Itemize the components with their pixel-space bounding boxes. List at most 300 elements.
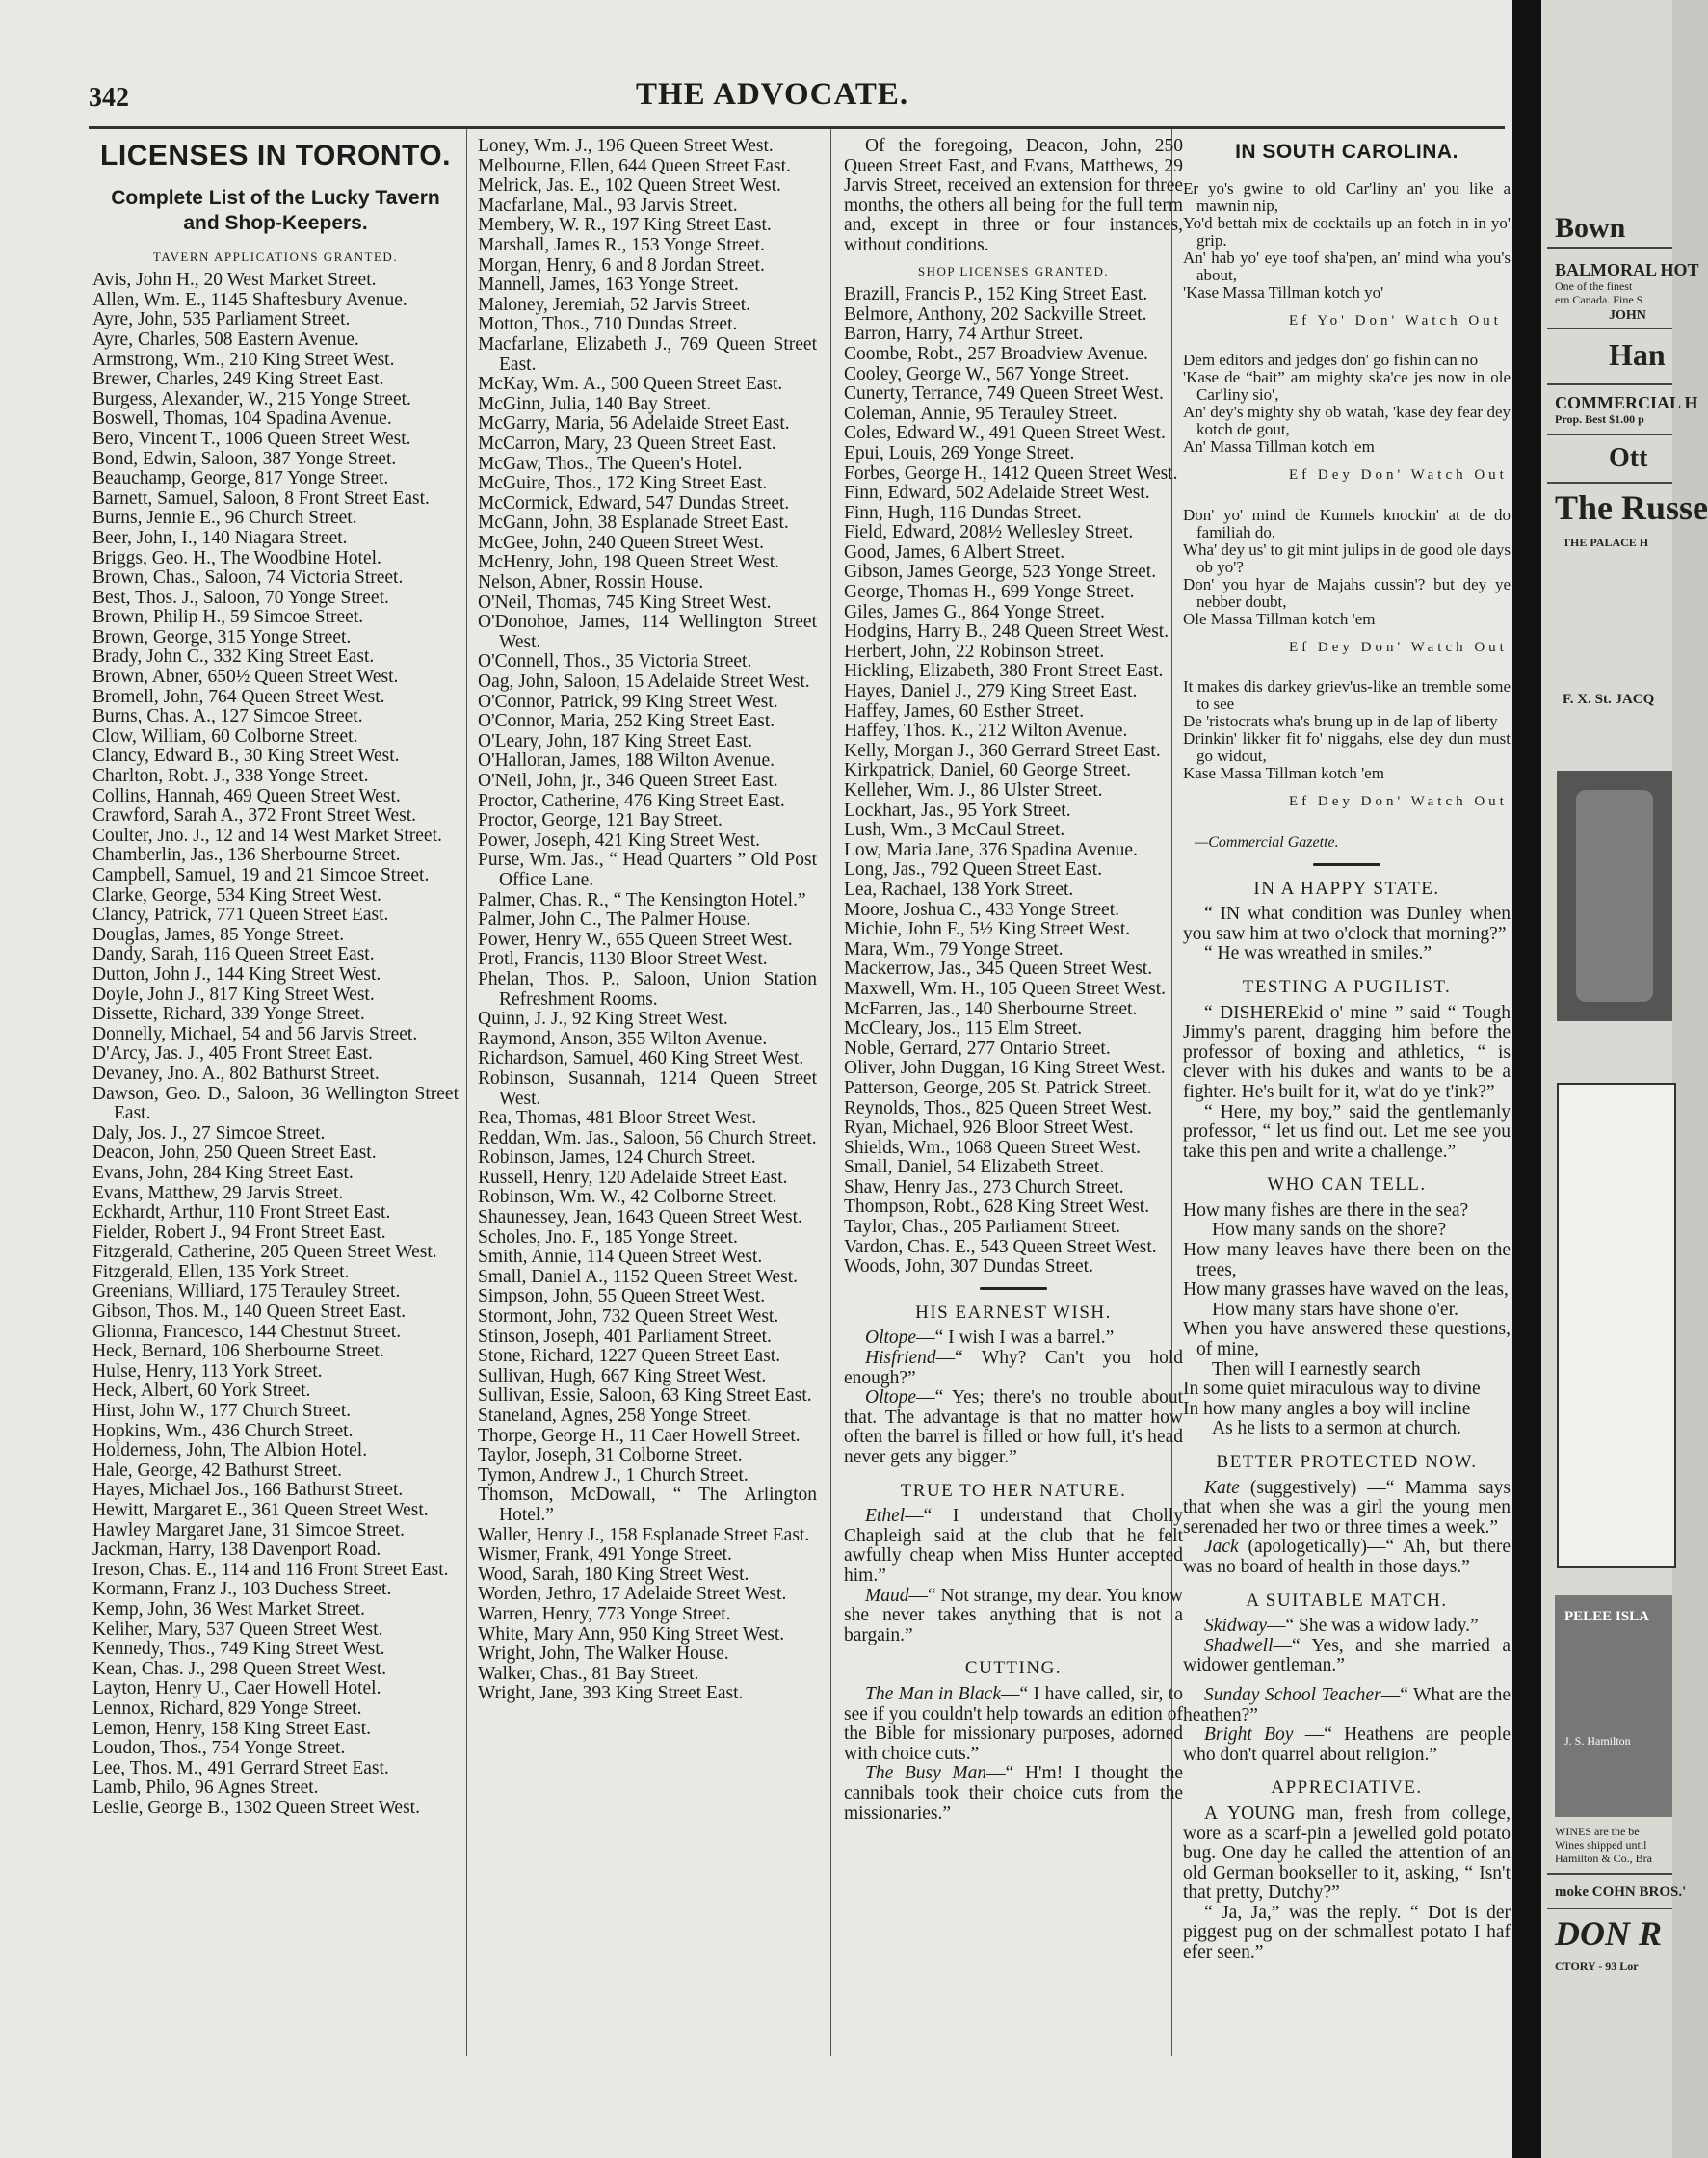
license-entry: McKay, Wm. A., 500 Queen Street East. — [478, 374, 783, 395]
license-entry: McGarry, Maria, 56 Adelaide Street East. — [478, 413, 790, 434]
foregoing-note: Of the foregoing, Deacon, John, 250 Queen Street East, and Evans, Matthews, 29 Jarvis Street, received an extension for three months, the others all being for the full term and, except in three or four instances, without conditions. — [844, 136, 1183, 255]
dialogue-text: —“ I understand that Cholly Chapleigh said at the club that he felt awfully cheap when Miss Hunter accepted him.” — [844, 1506, 1183, 1586]
license-entry: Bero, Vincent T., 1006 Queen Street West. — [92, 428, 411, 449]
speaker-name: Hisfriend — [865, 1348, 936, 1369]
license-entry: Kelleher, Wm. J., 86 Ulster Street. — [844, 780, 1103, 801]
license-entry: Scholes, Jno. F., 185 Yonge Street. — [478, 1226, 738, 1248]
license-entry: Wood, Sarah, 180 King Street West. — [478, 1564, 749, 1585]
license-entry: Shaw, Henry Jas., 273 Church Street. — [844, 1176, 1124, 1197]
license-entry: Kennedy, Thos., 749 King Street West. — [92, 1639, 385, 1660]
license-entry: Low, Maria Jane, 376 Spadina Avenue. — [844, 839, 1138, 860]
license-entry: Holderness, John, The Albion Hotel. — [92, 1440, 368, 1461]
poem-line: Dem editors and jedges don' go fishin can no — [1183, 351, 1479, 370]
dialogue-paragraph — [844, 1388, 1183, 1467]
license-entry: Macfarlane, Elizabeth J., 769 Queen Street East. — [478, 333, 817, 375]
license-entry: Maloney, Jeremiah, 52 Jarvis Street. — [478, 294, 751, 315]
next-page-fragment: Hamilton & Co., Bra — [1555, 1852, 1652, 1865]
license-entry: Hulse, Henry, 113 York Street. — [92, 1360, 323, 1382]
shop-list — [844, 285, 1183, 1277]
license-entry: Finn, Hugh, 116 Dundas Street. — [844, 502, 1082, 523]
license-entry: Barnett, Samuel, Saloon, 8 Front Street East. — [92, 487, 430, 509]
license-entry: Wright, John, The Walker House. — [478, 1644, 729, 1665]
ad-rule — [1547, 247, 1672, 249]
license-entry: Phelan, Thos. P., Saloon, Union Station Refreshment Rooms. — [478, 968, 817, 1010]
license-entry: D'Arcy, Jas. J., 405 Front Street East. — [92, 1043, 373, 1065]
license-entry: Campbell, Samuel, 19 and 21 Simcoe Street. — [92, 865, 430, 885]
license-entry: Doyle, John J., 817 King Street West. — [92, 984, 375, 1005]
poem-line: As he lists to a sermon at church. — [1212, 1418, 1461, 1439]
poem-line: When you have answered these questions, of mine, — [1183, 1319, 1511, 1360]
license-entry: Kirkpatrick, Daniel, 60 George Street. — [844, 760, 1132, 781]
top-rule — [89, 126, 1505, 129]
license-entry: Russell, Henry, 120 Adelaide Street East. — [478, 1167, 788, 1188]
next-page-fragment: ern Canada. Fine S — [1555, 293, 1643, 306]
license-entry: Lockhart, Jas., 95 York Street. — [844, 800, 1071, 821]
paragraph: A YOUNG man, fresh from college, wore as a scarf-pin a jewelled gold potato bug. One day he called the attention of an old German bookseller to it, asking, “ Isn't that pretty, Dutchy?” — [1183, 1803, 1511, 1904]
license-entry: Power, Joseph, 421 King Street West. — [478, 829, 761, 851]
license-entry: Ireson, Chas. E., 114 and 116 Front Street East. — [92, 1559, 449, 1580]
license-entry: Keliher, Mary, 537 Queen Street West. — [92, 1618, 383, 1640]
ad-rule — [1547, 434, 1672, 435]
dialogue-paragraph — [1183, 1686, 1511, 1725]
next-page-fragment: DON R — [1555, 1914, 1663, 1953]
dialogue-text: —“ She was a widow lady.” — [1266, 1616, 1479, 1637]
license-entry: Shields, Wm., 1068 Queen Street West. — [844, 1137, 1142, 1158]
appreciative-body — [1183, 1804, 1511, 1963]
license-entry: Simpson, John, 55 Queen Street West. — [478, 1286, 766, 1307]
better-protected-title: BETTER PROTECTED NOW. — [1216, 1452, 1478, 1472]
license-entry: Motton, Thos., 710 Dundas Street. — [478, 314, 738, 335]
license-entry: Dawson, Geo. D., Saloon, 36 Wellington Street East. — [92, 1083, 459, 1124]
license-entry: Lennox, Richard, 829 Yonge Street. — [92, 1697, 362, 1719]
adjacent-page-slice — [1541, 0, 1708, 2158]
ad-rule — [1547, 1873, 1672, 1875]
license-entry: McCormick, Edward, 547 Dundas Street. — [478, 492, 790, 513]
license-entry: Lee, Thos. M., 491 Gerrard Street East. — [92, 1757, 389, 1778]
license-entry: Michie, John F., 5½ King Street West. — [844, 919, 1131, 940]
license-entry: Evans, Matthew, 29 Jarvis Street. — [92, 1182, 344, 1203]
license-entry: Devaney, Jno. A., 802 Bathurst Street. — [92, 1063, 380, 1084]
license-entry: McGinn, Julia, 140 Bay Street. — [478, 393, 712, 414]
license-entry: Richardson, Samuel, 460 King Street West. — [478, 1048, 804, 1069]
poem-line: An' Massa Tillman kotch 'em — [1183, 437, 1375, 457]
license-entry: Brady, John C., 332 King Street East. — [92, 646, 375, 668]
license-entry: White, Mary Ann, 950 King Street West. — [478, 1623, 785, 1645]
page-number: 342 — [89, 83, 129, 113]
license-entry: Ryan, Michael, 926 Bloor Street West. — [844, 1118, 1134, 1139]
column-3 — [844, 137, 1183, 1824]
license-entry: Dutton, John J., 144 King Street West. — [92, 963, 381, 985]
license-entry: Smith, Annie, 114 Queen Street West. — [478, 1247, 763, 1268]
next-page-fragment: CTORY - 93 Lor — [1555, 1960, 1639, 1973]
next-page-fragment: BALMORAL HOT — [1555, 260, 1699, 279]
license-entry: Chamberlin, Jas., 136 Sherbourne Street. — [92, 845, 401, 866]
license-entry: O'Connor, Maria, 252 King Street East. — [478, 711, 775, 732]
license-entry: Best, Thos. J., Saloon, 70 Yonge Street. — [92, 587, 389, 608]
license-entry: Heck, Bernard, 106 Sherbourne Street. — [92, 1341, 384, 1362]
next-page-fragment: moke COHN BROS.' — [1555, 1884, 1687, 1900]
license-entry: O'Connell, Thos., 35 Victoria Street. — [478, 651, 752, 672]
license-entry: Reddan, Wm. Jas., Saloon, 56 Church Street. — [478, 1127, 817, 1148]
license-entry: Proctor, George, 121 Bay Street. — [478, 810, 723, 831]
dialogue-text: (apologetically)—“ Ah, but there was no board of health in those days.” — [1183, 1537, 1511, 1577]
license-entry: Thomson, McDowall, “ The Arlington Hotel.” — [478, 1485, 817, 1525]
license-entry: Tymon, Andrew J., 1 Church Street. — [478, 1464, 749, 1486]
shop-heading: SHOP LICENSES GRANTED. — [917, 263, 1110, 278]
dialogue-paragraph — [844, 1329, 1183, 1349]
column-divider — [830, 129, 831, 2056]
license-entry: Epui, Louis, 269 Yonge Street. — [844, 442, 1075, 463]
license-entry: Clow, William, 60 Colborne Street. — [92, 725, 358, 747]
license-entry: Patterson, George, 205 St. Patrick Street. — [844, 1077, 1152, 1098]
poem-line: 'Kase Massa Tillman kotch yo' — [1183, 282, 1384, 302]
license-entry: Burns, Chas. A., 127 Simcoe Street. — [92, 706, 363, 727]
license-entry: McGee, John, 240 Queen Street West. — [478, 532, 765, 553]
license-entry: O'Neil, John, jr., 346 Queen Street East. — [478, 771, 778, 791]
license-entry: Field, Edward, 208½ Wellesley Street. — [844, 522, 1134, 543]
column-1 — [92, 137, 459, 1819]
license-entry: Crawford, Sarah A., 372 Front Street West. — [92, 805, 417, 827]
license-entry: Membery, W. R., 197 King Street East. — [478, 215, 772, 236]
license-entry: Collins, Hannah, 469 Queen Street West. — [92, 785, 401, 806]
license-entry: Evans, John, 284 King Street East. — [92, 1162, 354, 1183]
license-entry: Nelson, Abner, Rossin House. — [478, 572, 704, 593]
license-entry: Hickling, Elizabeth, 380 Front Street East. — [844, 661, 1164, 682]
license-entry: Jackman, Harry, 138 Davenport Road. — [92, 1540, 381, 1561]
paragraph: “ IN what condition was Dunley when you saw him at two o'clock that morning?” — [1183, 904, 1511, 944]
license-entry: Woods, John, 307 Dundas Street. — [844, 1256, 1093, 1277]
license-entry: Lamb, Philo, 96 Agnes Street. — [92, 1777, 319, 1799]
license-entry: Burns, Jennie E., 96 Church Street. — [92, 508, 357, 529]
speaker-name: Shadwell — [1204, 1635, 1274, 1656]
paragraph: “ Ja, Ja,” was the reply. “ Dot is der piggest pug on der schmallest potato I haf efer seen.” — [1183, 1902, 1511, 1963]
license-entry: Wright, Jane, 393 King Street East. — [478, 1683, 744, 1704]
license-entry: Ayre, Charles, 508 Eastern Avenue. — [92, 329, 359, 350]
license-entry: Wismer, Frank, 491 Yonge Street. — [478, 1544, 732, 1566]
speaker-name: The Busy Man — [865, 1763, 987, 1784]
license-entry: Eckhardt, Arthur, 110 Front Street East. — [92, 1202, 391, 1224]
next-page-fragment: WINES are the be — [1555, 1825, 1640, 1838]
license-entry: Finn, Edward, 502 Adelaide Street West. — [844, 483, 1150, 504]
license-entry: Moore, Joshua C., 433 Yonge Street. — [844, 899, 1119, 920]
license-entry: Brown, Chas., Saloon, 74 Victoria Street. — [92, 567, 404, 589]
dialogue-paragraph — [1183, 1538, 1511, 1577]
license-entry: Forbes, George H., 1412 Queen Street West. — [844, 462, 1178, 484]
license-entry: Clarke, George, 534 King Street West. — [92, 884, 381, 906]
cutting-body — [844, 1685, 1183, 1824]
next-page-fragment: Wines shipped until — [1555, 1838, 1647, 1852]
license-entry: Coulter, Jno. J., 12 and 14 West Market Street. — [92, 825, 442, 846]
next-page-fragment: Ott — [1609, 443, 1648, 473]
sunday-school-body — [1183, 1686, 1511, 1765]
paragraph: “ Here, my boy,” said the gentlemanly professor, “ let us find out. Let me see you take this pen and write a challenge.” — [1183, 1101, 1511, 1162]
happy-state-body — [1183, 905, 1511, 964]
license-entry: Brown, Philip H., 59 Simcoe Street. — [92, 607, 364, 628]
column-2 — [478, 137, 817, 1704]
license-entry: Deacon, John, 250 Queen Street East. — [92, 1143, 377, 1164]
license-entry: Palmer, Chas. R., “ The Kensington Hotel.” — [478, 889, 806, 910]
license-entry: Taylor, Joseph, 31 Colborne Street. — [478, 1445, 743, 1466]
ad-rule — [1547, 1908, 1672, 1909]
license-entry: Fitzgerald, Catherine, 205 Queen Street West. — [92, 1242, 437, 1263]
stove-illustration — [1557, 771, 1672, 1021]
license-entry: Hewitt, Margaret E., 361 Queen Street West. — [92, 1500, 429, 1520]
next-page-fragment: Prop. Best $1.00 p — [1555, 412, 1644, 426]
ad-rule — [1547, 328, 1672, 329]
tavern-list-part-1 — [92, 271, 459, 1818]
license-entry: Hayes, Daniel J., 279 King Street East. — [844, 681, 1138, 702]
license-entry: Melrick, Jas. E., 102 Queen Street West. — [478, 175, 781, 197]
tavern-list-part-2 — [478, 137, 817, 1704]
license-entry: O'Neil, Thomas, 745 King Street West. — [478, 592, 772, 613]
license-entry: Bond, Edwin, Saloon, 387 Yonge Street. — [92, 448, 397, 469]
engravers-advertisement — [1557, 1083, 1676, 1568]
dialogue-text: —“ Not strange, my dear. You know she never takes anything that is not a bargain.” — [844, 1585, 1183, 1645]
speaker-name: Maud — [865, 1585, 909, 1606]
section-divider — [980, 1287, 1047, 1290]
true-nature-title: TRUE TO HER NATURE. — [900, 1480, 1127, 1501]
next-page-fragment: Bown — [1555, 212, 1626, 244]
license-entry: Fitzgerald, Ellen, 135 York Street. — [92, 1261, 350, 1282]
next-page-fragment: One of the finest — [1555, 279, 1633, 293]
licenses-title: LICENSES IN TORONTO. — [100, 140, 451, 171]
license-entry: Layton, Henry U., Caer Howell Hotel. — [92, 1678, 381, 1699]
tavern-heading: TAVERN APPLICATIONS GRANTED. — [152, 249, 399, 264]
license-entry: Brazill, Francis P., 152 King Street East. — [844, 284, 1148, 305]
speaker-name: Oltope — [865, 1387, 917, 1408]
license-entry: Thorpe, George H., 11 Caer Howell Street. — [478, 1425, 801, 1446]
dialogue-paragraph — [1183, 1725, 1511, 1765]
ad-rule — [1547, 383, 1672, 385]
license-entry: Walker, Chas., 81 Bay Street. — [478, 1663, 699, 1684]
dialogue-paragraph — [1183, 1637, 1511, 1676]
license-entry: Haffey, Thos. K., 212 Wilton Avenue. — [844, 721, 1128, 742]
license-entry: Greenians, Williard, 175 Terauley Street. — [92, 1281, 401, 1303]
license-entry: Beer, John, I., 140 Niagara Street. — [92, 527, 348, 548]
happy-state-title: IN A HAPPY STATE. — [1253, 878, 1440, 899]
speaker-name: Sunday School Teacher — [1204, 1684, 1381, 1705]
speaker-name: Kate — [1204, 1477, 1240, 1498]
license-entry: Hayes, Michael Jos., 166 Bathurst Street. — [92, 1480, 404, 1501]
section-divider — [1313, 863, 1380, 866]
license-entry: Lea, Rachael, 138 York Street. — [844, 879, 1074, 900]
license-entry: Hopkins, Wm., 436 Church Street. — [92, 1420, 354, 1441]
license-entry: Stinson, Joseph, 401 Parliament Street. — [478, 1326, 772, 1347]
masthead: THE ADVOCATE. — [636, 77, 909, 112]
license-entry: Robinson, Wm. W., 42 Colborne Street. — [478, 1187, 777, 1208]
license-entry: Giles, James G., 864 Yonge Street. — [844, 601, 1105, 622]
license-entry: Beauchamp, George, 817 Yonge Street. — [92, 468, 389, 489]
license-entry: Hirst, John W., 177 Church Street. — [92, 1401, 352, 1422]
license-entry: Brown, Abner, 650½ Queen Street West. — [92, 667, 399, 688]
poem-line: 'Kase de “bait” am mighty ska'ce jes now in ole Car'liny sio', — [1183, 368, 1511, 405]
poem-line: In some quiet miraculous way to divine — [1183, 1379, 1481, 1400]
license-entry: O'Connor, Patrick, 99 King Street West. — [478, 691, 778, 712]
license-entry: Robinson, Susannah, 1214 Queen Street West. — [478, 1067, 817, 1109]
speaker-name: Ethel — [865, 1506, 906, 1527]
poem-credit: —Commercial Gazette. — [1195, 833, 1339, 851]
dialogue-text: —“ Yes, and she married a widower gentleman.” — [1183, 1635, 1511, 1676]
license-entry: Morgan, Henry, 6 and 8 Jordan Street. — [478, 254, 765, 276]
ad-rule — [1547, 482, 1672, 484]
next-page-fragment: JOHN — [1609, 308, 1646, 323]
next-page-fragment: The Russe — [1555, 488, 1708, 527]
license-entry: Glionna, Francesco, 144 Chestnut Street. — [92, 1321, 402, 1342]
license-entry: Armstrong, Wm., 210 King Street West. — [92, 349, 395, 370]
next-page-fragment: J. S. Hamilton — [1564, 1734, 1631, 1748]
license-entry: Stone, Richard, 1227 Queen Street East. — [478, 1346, 781, 1367]
speaker-name: Jack — [1204, 1537, 1239, 1558]
earnest-wish-body — [844, 1329, 1183, 1467]
license-entry: O'Leary, John, 187 King Street East. — [478, 730, 752, 751]
suitable-match-title: A SUITABLE MATCH. — [1246, 1590, 1448, 1611]
license-entry: Donnelly, Michael, 54 and 56 Jarvis Street. — [92, 1023, 418, 1044]
license-entry: Coleman, Annie, 95 Terauley Street. — [844, 403, 1117, 424]
poem-line: Yo'd bettah mix de cocktails up an fotch in in yo' grip. — [1183, 213, 1511, 250]
license-entry: Marshall, James R., 153 Yonge Street. — [478, 234, 765, 255]
dialogue-text: —“ I have called, sir, to see if you couldn't help towards an edition of the Bible for missionary purposes, adorned with choice cuts.” — [844, 1683, 1183, 1764]
poem-line: How many stars have shone o'er. — [1212, 1299, 1458, 1320]
license-entry: Robinson, James, 124 Church Street. — [478, 1147, 756, 1169]
dialogue-text: —“ I wish I was a barrel.” — [916, 1328, 1115, 1349]
license-entry: Belmore, Anthony, 202 Sackville Street. — [844, 303, 1147, 325]
license-entry: Dissette, Richard, 339 Yonge Street. — [92, 1004, 365, 1025]
license-entry: Power, Henry W., 655 Queen Street West. — [478, 929, 793, 950]
license-entry: Sullivan, Essie, Saloon, 63 King Street East. — [478, 1385, 812, 1407]
license-entry: Sullivan, Hugh, 667 King Street West. — [478, 1365, 767, 1386]
who-can-tell-poem — [1183, 1201, 1511, 1439]
license-entry: Hawley Margaret Jane, 31 Simcoe Street. — [92, 1519, 405, 1540]
poem-refrain: Ef Dey Don' Watch Out — [1289, 794, 1508, 810]
south-carolina-poem — [1183, 180, 1511, 812]
license-entry: Douglas, James, 85 Yonge Street. — [92, 924, 345, 945]
column-4 — [1183, 137, 1511, 1963]
poem-line: Ole Massa Tillman kotch 'em — [1183, 609, 1376, 628]
license-entry: Heck, Albert, 60 York Street. — [92, 1381, 311, 1402]
dialogue-paragraph — [1183, 1479, 1511, 1539]
dialogue-text: —“ Heathens are people who don't quarrel about religion.” — [1183, 1724, 1511, 1765]
license-entry: Haffey, James, 60 Esther Street. — [844, 700, 1085, 722]
license-entry: Kemp, John, 36 West Market Street. — [92, 1598, 365, 1619]
poem-line: Wha' dey us' to git mint julips in de good ole days ob yo'? — [1183, 540, 1511, 576]
license-entry: McHenry, John, 198 Queen Street West. — [478, 552, 780, 573]
speaker-name: Skidway — [1204, 1616, 1267, 1637]
license-entry: O'Donohoe, James, 114 Wellington Street West. — [478, 612, 817, 652]
poem-line: How many leaves have there been on the trees, — [1183, 1240, 1511, 1280]
license-entry: Shaunessey, Jean, 1643 Queen Street West. — [478, 1207, 802, 1228]
license-entry: Dandy, Sarah, 116 Queen Street East. — [92, 944, 375, 965]
paragraph: “ DISHEREkid o' mine ” said “ Tough Jimmy's parent, dragging him before the professor of boxing and athletics, “ is clever with his dukes and wants to be a fighter. He's built for it, w'at do ye t'ink?” — [1183, 1002, 1511, 1102]
poem-line: Then will I earnestly search — [1212, 1358, 1421, 1380]
license-entry: Barron, Harry, 74 Arthur Street. — [844, 324, 1084, 345]
license-entry: McGann, John, 38 Esplanade Street East. — [478, 513, 789, 534]
poem-refrain: Ef Dey Don' Watch Out — [1289, 639, 1508, 655]
true-nature-body — [844, 1507, 1183, 1645]
license-entry: Oag, John, Saloon, 15 Adelaide Street West. — [478, 671, 810, 693]
license-entry: Lemon, Henry, 158 King Street East. — [92, 1718, 372, 1739]
license-entry: Mackerrow, Jas., 345 Queen Street West. — [844, 959, 1153, 980]
license-entry: Hale, George, 42 Bathurst Street. — [92, 1460, 343, 1481]
license-entry: Bromell, John, 764 Queen Street West. — [92, 686, 385, 707]
who-can-tell-title: WHO CAN TELL. — [1267, 1174, 1427, 1196]
poem-line: How many grasses have waved on the leas, — [1183, 1279, 1509, 1301]
license-entry: Kormann, Franz J., 103 Duchess Street. — [92, 1579, 392, 1600]
license-entry: McCleary, Jos., 115 Elm Street. — [844, 1018, 1083, 1040]
license-entry: Brown, George, 315 Yonge Street. — [92, 626, 352, 647]
license-entry: Staneland, Agnes, 258 Yonge Street. — [478, 1406, 751, 1426]
license-entry: Ayre, John, 535 Parliament Street. — [92, 309, 351, 330]
license-entry: Avis, John H., 20 West Market Street. — [92, 270, 377, 291]
dialogue-paragraph — [844, 1349, 1183, 1388]
paragraph: “ He was wreathed in smiles.” — [1204, 943, 1432, 964]
license-entry: Mannell, James, 163 Yonge Street. — [478, 275, 739, 296]
dialogue-text: (suggestively) —“ Mamma says that when she was a girl the young men serenaded her two or three times a week.” — [1183, 1477, 1511, 1538]
license-entry: Clancy, Patrick, 771 Queen Street East. — [92, 905, 389, 926]
poem-line: Drinkin' likker fit fo' niggahs, else dey dun must go widout, — [1183, 729, 1511, 766]
column-divider — [466, 129, 467, 2056]
license-entry: Allen, Wm. E., 1145 Shaftesbury Avenue. — [92, 289, 407, 310]
license-entry: Coombe, Robt., 257 Broadview Avenue. — [844, 343, 1148, 364]
license-entry: McFarren, Jas., 140 Sherbourne Street. — [844, 998, 1138, 1019]
license-entry: Good, James, 6 Albert Street. — [844, 541, 1065, 563]
license-entry: Noble, Gerrard, 277 Ontario Street. — [844, 1038, 1111, 1059]
license-entry: Loney, Wm. J., 196 Queen Street West. — [478, 136, 774, 156]
license-entry: Rea, Thomas, 481 Bloor Street West. — [478, 1108, 757, 1129]
poem-line: Don' yo' mind de Kunnels knockin' at de do familiah do, — [1183, 505, 1511, 541]
cutting-title: CUTTING. — [964, 1658, 1063, 1679]
license-entry: Quinn, J. J., 92 King Street West. — [478, 1009, 728, 1030]
next-page-fragment: F. X. St. JACQ — [1563, 692, 1655, 707]
license-entry: O'Halloran, James, 188 Wilton Avenue. — [478, 750, 775, 772]
poem-line: Kase Massa Tillman kotch 'em — [1183, 764, 1384, 783]
license-entry: Long, Jas., 792 Queen Street East. — [844, 859, 1103, 881]
license-entry: Melbourne, Ellen, 644 Queen Street East. — [478, 155, 791, 176]
license-entry: Briggs, Geo. H., The Woodbine Hotel. — [92, 547, 381, 568]
earnest-wish-title: HIS EARNEST WISH. — [915, 1302, 1112, 1323]
license-entry: Raymond, Anson, 355 Wilton Avenue. — [478, 1028, 768, 1049]
license-entry: Charlton, Robt. J., 338 Yonge Street. — [92, 766, 369, 787]
license-entry: Maxwell, Wm. H., 105 Queen Street West. — [844, 978, 1167, 999]
license-entry: Hodgins, Harry B., 248 Queen Street West. — [844, 621, 1169, 643]
dialogue-text: —“ Yes; there's no trouble about that. The advantage is that no matter how often the barrel is filled or how full, it's head never gets any bigger.” — [844, 1387, 1183, 1467]
license-entry: Small, Daniel A., 1152 Queen Street West. — [478, 1266, 799, 1287]
license-entry: Coles, Edward W., 491 Queen Street West. — [844, 423, 1166, 444]
poem-line: It makes dis darkey griev'us-like an tremble some to see — [1183, 677, 1511, 714]
license-entry: Cunerty, Terrance, 749 Queen Street West. — [844, 383, 1164, 405]
license-entry: Vardon, Chas. E., 543 Queen Street West. — [844, 1236, 1157, 1257]
license-entry: Fielder, Robert J., 94 Front Street East. — [92, 1222, 386, 1243]
south-carolina-title: IN SOUTH CAROLINA. — [1235, 141, 1458, 163]
license-entry: Palmer, John C., The Palmer House. — [478, 909, 751, 931]
poem-line: How many sands on the shore? — [1212, 1220, 1447, 1241]
speaker-name: Oltope — [865, 1328, 917, 1349]
license-entry: Worden, Jethro, 17 Adelaide Street West. — [478, 1584, 787, 1605]
better-protected-body — [1183, 1479, 1511, 1578]
dialogue-text: —“ H'm! I thought the cannibals took their choice cuts from the missionaries.” — [844, 1763, 1183, 1824]
poem-line: How many fishes are there in the sea? — [1183, 1199, 1469, 1221]
license-entry: McGuire, Thos., 172 King Street East. — [478, 473, 768, 494]
licenses-subtitle: Complete List of the Lucky Tavern and Shop-Keepers. — [111, 186, 440, 234]
speaker-name: Bright Boy — [1204, 1724, 1294, 1746]
wine-advertisement — [1555, 1595, 1672, 1817]
license-entry: Herbert, John, 22 Robinson Street. — [844, 641, 1105, 662]
license-entry: Small, Daniel, 54 Elizabeth Street. — [844, 1157, 1105, 1178]
license-entry: George, Thomas H., 699 Yonge Street. — [844, 582, 1135, 603]
dialogue-text: —“ Why? Can't you hold enough?” — [844, 1348, 1183, 1388]
license-entry: Gibson, Thos. M., 140 Queen Street East. — [92, 1302, 407, 1323]
license-entry: Daly, Jos. J., 27 Simcoe Street. — [92, 1122, 326, 1144]
dialogue-paragraph — [844, 1764, 1183, 1824]
